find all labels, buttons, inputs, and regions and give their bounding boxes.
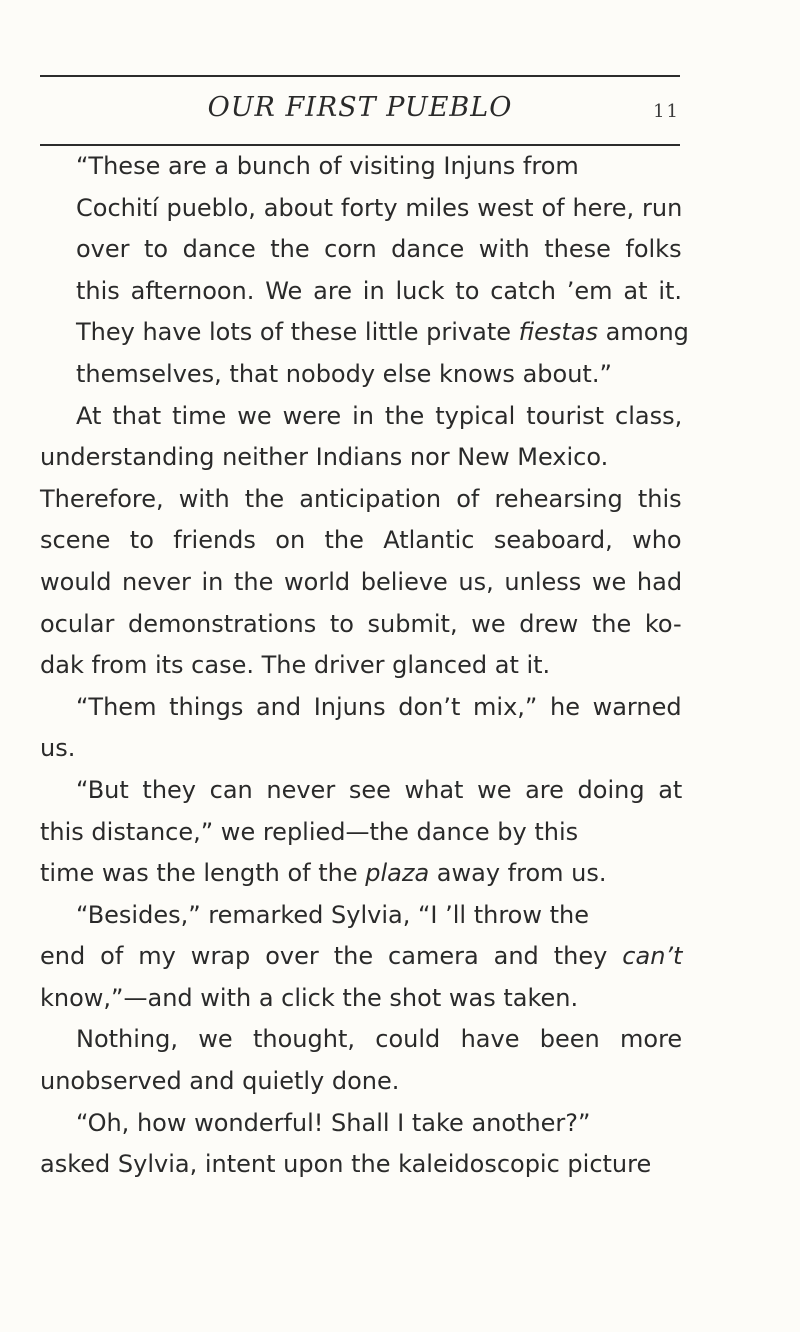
paragraph [40, 770, 682, 895]
italic-word: can’t [622, 942, 683, 971]
paragraph [40, 687, 682, 770]
text-line [40, 853, 682, 895]
text-line: us. [40, 734, 76, 763]
text-segment: among [598, 318, 689, 347]
paragraph [40, 895, 682, 1020]
italic-word: fiestas [518, 318, 599, 347]
text-segment: They have lots of these little private [76, 318, 519, 347]
text-line [40, 312, 689, 354]
text-line: know,”—and with a click the shot was taken. [40, 983, 579, 1012]
text-line: “Oh, how wonderful! Shall I take another?” [76, 1108, 591, 1137]
text-line: over to dance the corn dance with these folks [76, 235, 682, 264]
text-line: At that time we were in the typical tourist class, [76, 401, 683, 430]
paragraph [40, 1103, 682, 1186]
paragraph [40, 146, 689, 396]
text-line: would never in the world believe us, unless we had [40, 567, 683, 596]
text-line: scene to friends on the Atlantic seaboard, who [40, 526, 682, 555]
text-line: asked Sylvia, intent upon the kaleidoscopic picture [40, 1150, 652, 1179]
text-segment: time was the length of the [40, 859, 366, 888]
paragraph [40, 396, 682, 687]
text-segment: end of my wrap over the camera and they [40, 942, 623, 971]
page-header [40, 88, 680, 132]
text-line: dak from its case. The driver glanced at it. [40, 651, 551, 680]
text-line: understanding neither Indians nor New Mexico. [40, 443, 609, 472]
text-segment: away from us. [429, 859, 607, 888]
header-rule-top [40, 75, 680, 77]
paragraph [40, 1019, 682, 1102]
text-line: Nothing, we thought, could have been more [76, 1025, 683, 1054]
text-line: themselves, that nobody else knows about.” [76, 359, 612, 388]
text-line: “Them things and Injuns don’t mix,” he warned [76, 692, 682, 721]
italic-word: plaza [365, 859, 430, 888]
text-line: “But they can never see what we are doing at [76, 775, 683, 804]
text-line: Cochití pueblo, about forty miles west of here, run [76, 193, 683, 222]
text-line: “Besides,” remarked Sylvia, “I ’ll throw the [76, 900, 589, 929]
text-line: Therefore, with the anticipation of rehearsing this [40, 484, 682, 513]
page-number: 11 [653, 101, 680, 122]
body-text [40, 146, 689, 1186]
text-line: this afternoon. We are in luck to catch ’em at it. [76, 276, 683, 305]
text-line [40, 936, 682, 978]
running-title: OUR FIRST PUEBLO [207, 92, 513, 123]
text-line: unobserved and quietly done. [40, 1067, 400, 1096]
text-line: this distance,” we replied—the dance by this [40, 817, 579, 846]
text-line: ocular demonstrations to submit, we drew the ko- [40, 609, 682, 638]
text-line: “These are a bunch of visiting Injuns from [76, 152, 579, 180]
